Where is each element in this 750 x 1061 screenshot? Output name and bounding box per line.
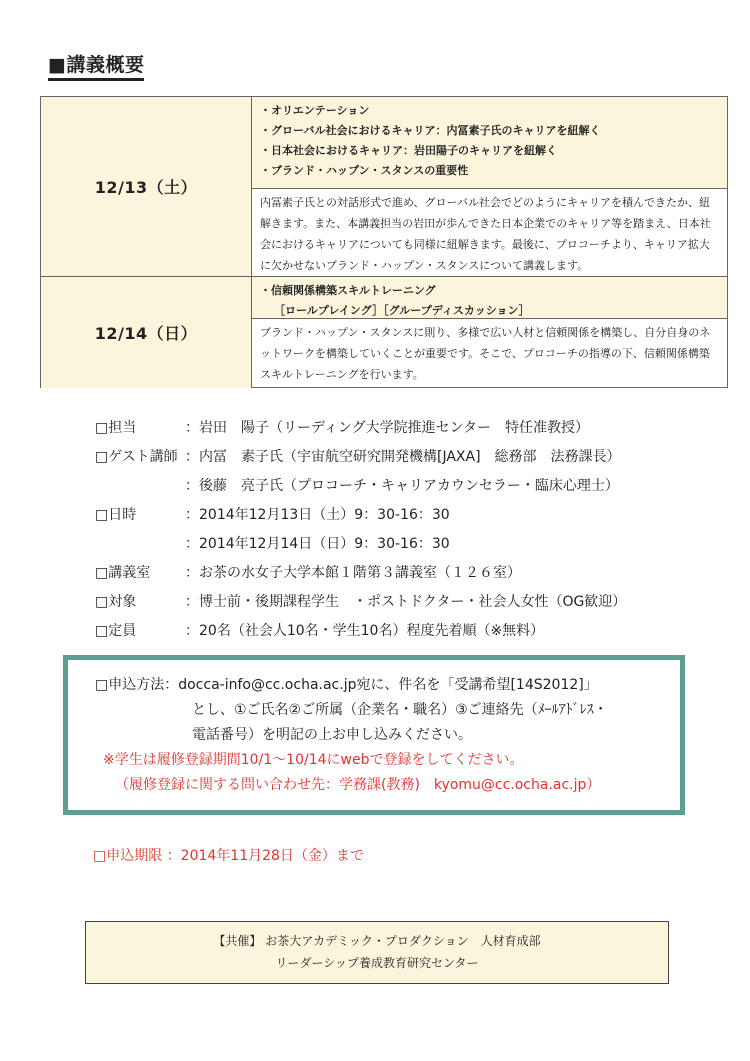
info-label: □日時 (95, 507, 137, 523)
info-label: □対象 (95, 594, 137, 610)
schedule-topics (252, 277, 727, 319)
schedule-description: 内冨素子氏との対話形式で進め、グローバル社会でどのようにキャリアを積んできたか、紐解きます。また、本講義担当の岩田が歩んできた日本企業でのキャリア等を踏まえ、日本社会におけるキャリアについても同様に紐解きます。最後に、プロコーチより、キャリア拡大に欠かせないブランド・ハップン・スタンスについて講義します。 (260, 196, 711, 272)
cosponsor-line: リーダーシップ養成教育研究センター (275, 956, 479, 970)
topic-item: ・オリエンテーション (260, 104, 370, 117)
application-deadline: □申込期限 ：2014年11月28日（金）まで (93, 848, 364, 864)
application-method: □申込方法：docca-info@cc.ocha.ac.jp宛に、件名を「受講希望[14S2012]」 (95, 677, 598, 693)
info-value: ：お茶の水女子大学本館１階第３講義室（１２６室） (185, 565, 521, 581)
topic-item: ・グローバル社会におけるキャリア：内冨素子氏のキャリアを紐解く (260, 124, 601, 137)
info-label: □担当 (95, 420, 137, 436)
schedule-content (252, 97, 727, 276)
cosponsor-box (85, 921, 669, 984)
schedule-topics (252, 97, 727, 189)
topic-item: ・ブランド・ハップン・スタンスの重要性 (260, 164, 469, 177)
info-value: ：2014年12月14日（日）9：30-16：30 (185, 536, 450, 552)
topic-item: ・日本社会におけるキャリア：岩田陽子のキャリアを紐解く (260, 144, 557, 157)
schedule-description: ブランド・ハップン・スタンスに則り、多様で広い人材と信頼関係を構築し、自分自身のネットワークを構築していくことが重要です。そこで、プロコーチの指導の下、信頼関係構築スキルトレーニングを行います。 (260, 326, 711, 381)
schedule-date: 12/14（日） (41, 277, 252, 388)
info-value: ：20名（社会人10名・学生10名）程度先着順（※無料） (185, 623, 545, 639)
cosponsor-line: 【共催】 お茶大アカデミック・プロダクション 人材育成部 (213, 934, 541, 948)
schedule-date: 12/13（土） (41, 97, 252, 276)
info-value: ：博士前・後期課程学生 ・ポストドクター・社会人女性（OG歓迎） (185, 594, 627, 610)
schedule-row-day2 (41, 277, 727, 388)
application-method-cont: とし、①ご氏名②ご所属（企業名・職名）③ご連絡先（ﾒｰﾙｱﾄﾞﾚｽ・ (192, 702, 608, 718)
application-box (63, 655, 685, 815)
info-label: □講義室 (95, 565, 151, 581)
application-method-cont: 電話番号）を明記の上お申し込みください。 (192, 727, 472, 743)
info-value: ：岩田 陽子（リーディング大学院推進センター 特任准教授） (185, 420, 590, 436)
student-registration-note: ※学生は履修登録期間10/1～10/14にwebで登録をしてください。 (103, 752, 524, 768)
info-value: ：内冨 素子氏（宇宙航空研究開発機構[JAXA] 総務部 法務課長） (185, 449, 621, 465)
info-label: □ゲスト講師 (95, 449, 178, 465)
section-title: ■講義概要 (48, 50, 144, 81)
info-label: □定員 (95, 623, 137, 639)
application-text (95, 673, 608, 798)
info-value: ：後藤 亮子氏（プロコーチ・キャリアカウンセラー・臨床心理士） (185, 478, 619, 494)
registration-contact-note: （履修登録に関する問い合わせ先：学務課(教務) kyomu@cc.ocha.ac.jp） (115, 777, 601, 793)
lecture-schedule-table (40, 96, 728, 388)
topic-item: ・信頼関係構築スキルトレーニング (260, 284, 436, 297)
schedule-row-day1 (41, 97, 727, 277)
topic-item: ［ロールプレイング］［グループディスカッション］ (274, 304, 530, 317)
schedule-content (252, 277, 727, 388)
info-value: ：2014年12月13日（土）9：30-16：30 (185, 507, 450, 523)
